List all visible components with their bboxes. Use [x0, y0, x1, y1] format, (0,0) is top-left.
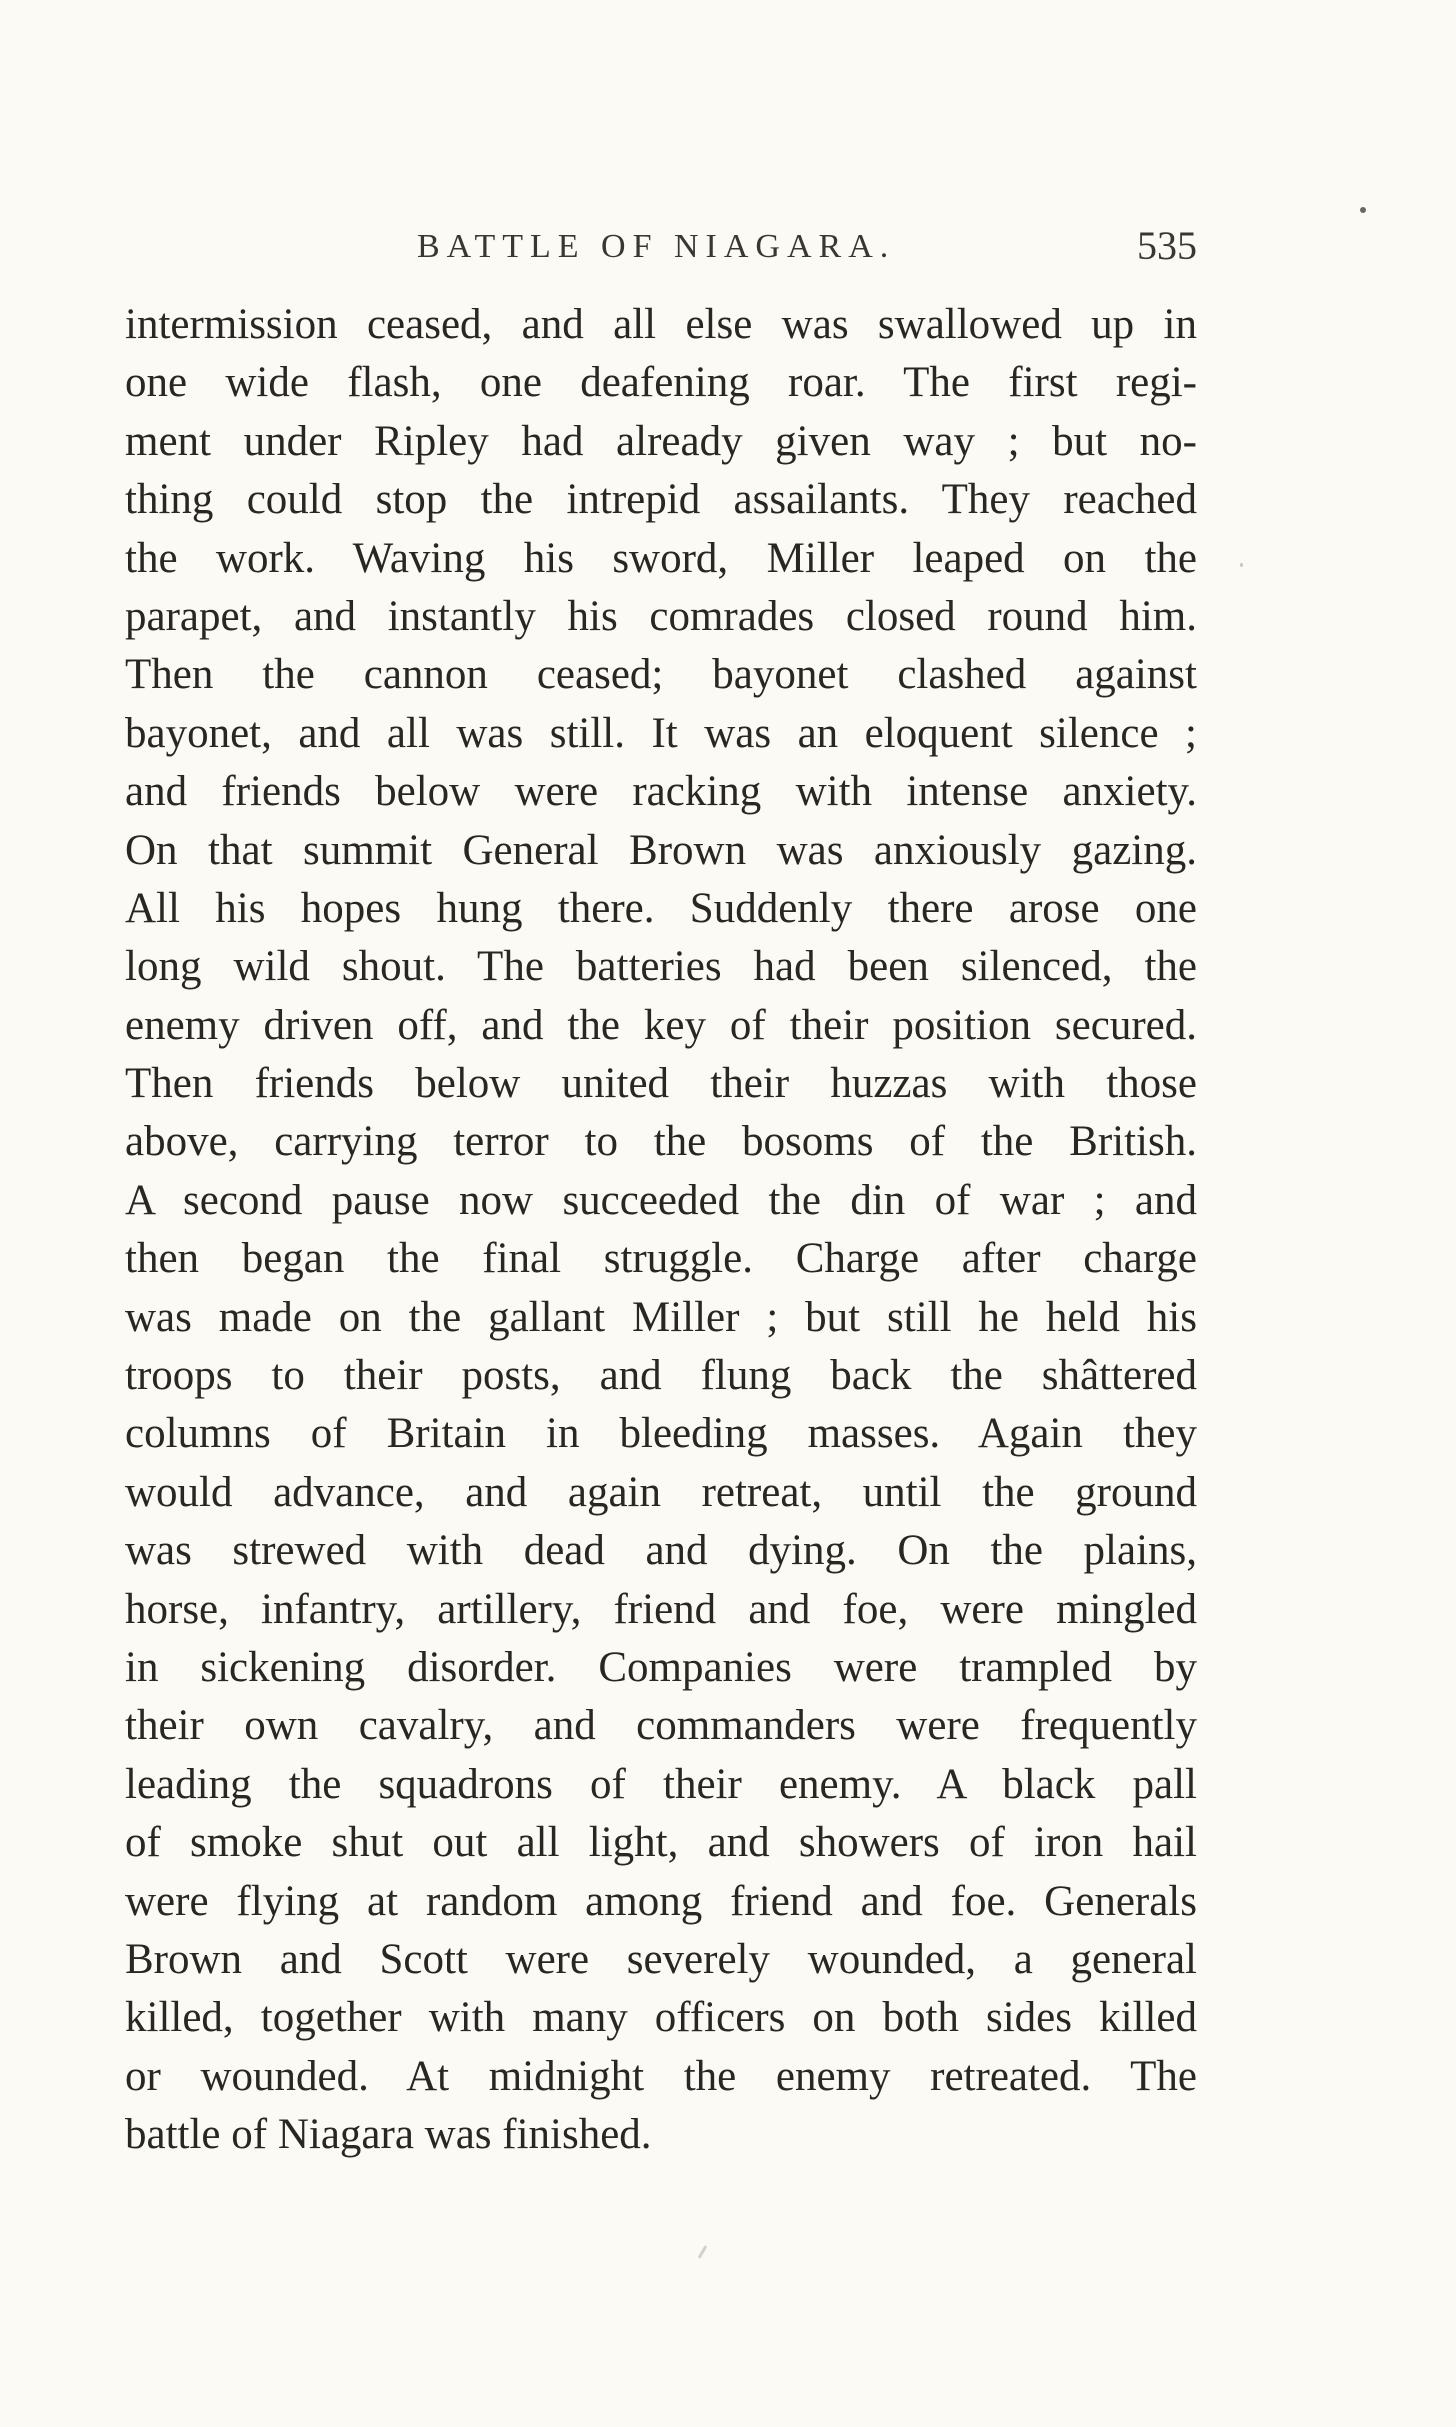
text-line: All his hopes hung there. Suddenly there arose one [125, 884, 1197, 932]
text-line: parapet, and instantly his comrades closed round him. [125, 592, 1197, 640]
ink-mark [698, 2245, 708, 2259]
text-line: intermission ceased, and all else was swallowed up in [125, 301, 1197, 348]
text-line: Then the cannon ceased; bayonet clashed against [125, 651, 1197, 699]
text-line: ment under Ripley had already given way ; but no- [125, 417, 1197, 465]
text-line: one wide flash, one deafening roar. The first regi- [125, 359, 1197, 407]
running-title: BATTLE OF NIAGARA. [417, 228, 896, 265]
text-line: in sickening disorder. Companies were trampled by [125, 1643, 1197, 1691]
text-line: or wounded. At midnight the enemy retreated. The [125, 2052, 1197, 2100]
ink-speck [1240, 563, 1243, 567]
text-line: long wild shout. The batteries had been silenced, the [125, 943, 1197, 991]
text-line: then began the final struggle. Charge after charge [125, 1235, 1197, 1283]
page-number: 535 [1137, 223, 1197, 268]
ink-speck [1360, 207, 1366, 213]
text-line: would advance, and again retreat, until the ground [125, 1468, 1197, 1516]
text-line: On that summit General Brown was anxiously gazing. [125, 826, 1197, 874]
text-line: above, carrying terror to the bosoms of the British. [125, 1118, 1197, 1166]
text-line: killed, together with many officers on both sides killed [125, 1994, 1197, 2042]
text-line: thing could stop the intrepid assailants. They reached [125, 476, 1197, 524]
text-line: of smoke shut out all light, and showers of iron hail [125, 1819, 1197, 1867]
text-line: Then friends below united their huzzas with those [125, 1060, 1197, 1108]
text-line: columns of Britain in bleeding masses. Again they [125, 1410, 1197, 1458]
page-header [125, 218, 1197, 278]
text-line: leading the squadrons of their enemy. A black pall [125, 1760, 1197, 1808]
text-line: was strewed with dead and dying. On the plains, [125, 1527, 1197, 1575]
text-line: were flying at random among friend and foe. Generals [125, 1877, 1197, 1925]
text-line: Brown and Scott were severely wounded, a general [125, 1935, 1197, 1983]
text-line: bayonet, and all was still. It was an eloquent silence ; [125, 709, 1197, 757]
text-line: horse, infantry, artillery, friend and foe, were mingled [125, 1585, 1197, 1633]
body-text [125, 296, 1197, 2165]
text-line: the work. Waving his sword, Miller leaped on the [125, 534, 1197, 582]
text-line-final: battle of Niagara was finished. [125, 2111, 652, 2159]
text-line: enemy driven off, and the key of their position secured. [125, 1001, 1197, 1049]
text-line: their own cavalry, and commanders were frequently [125, 1702, 1197, 1750]
text-line: A second pause now succeeded the din of war ; and [125, 1176, 1197, 1224]
text-line: and friends below were racking with intense anxiety. [125, 768, 1197, 816]
text-line: troops to their posts, and flung back the shâttered [125, 1352, 1197, 1400]
text-line: was made on the gallant Miller ; but still he held his [125, 1293, 1197, 1341]
